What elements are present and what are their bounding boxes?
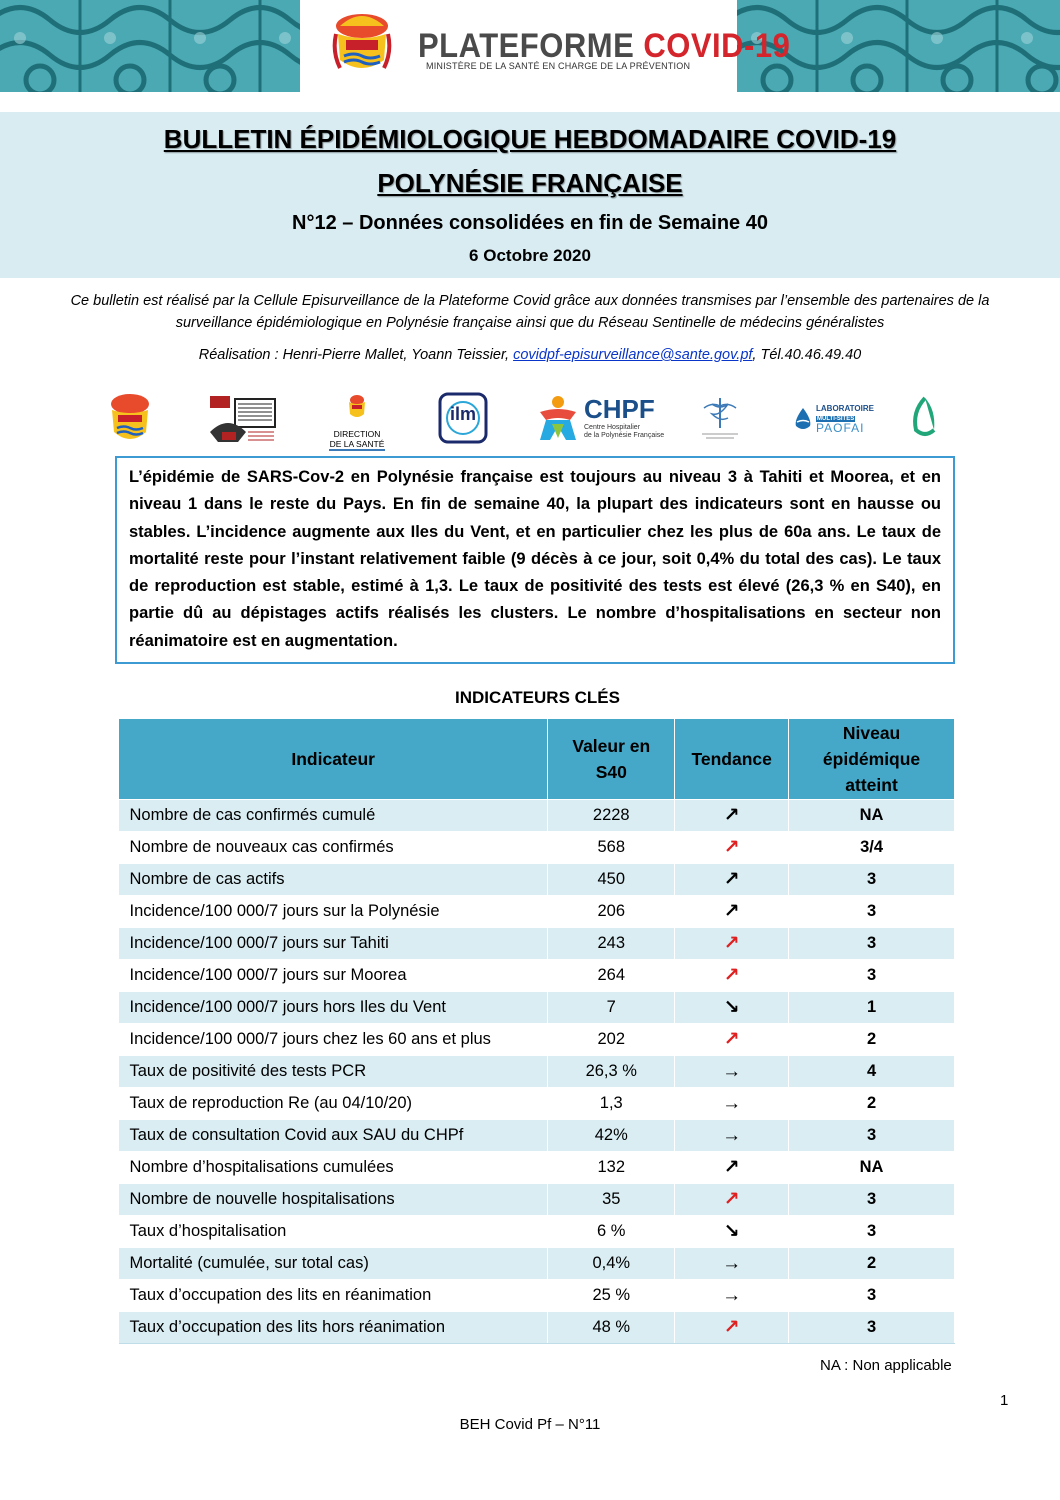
- trend-arrow-icon: ↗: [675, 928, 789, 960]
- credits-suffix: , Tél.40.46.49.40: [752, 347, 862, 363]
- trend-arrow-icon: ↗: [675, 1184, 789, 1216]
- table-row: [119, 864, 955, 896]
- indicator-value: 202: [548, 1024, 675, 1056]
- epidemic-level: 3/4: [789, 832, 955, 864]
- epidemic-level: 3: [789, 864, 955, 896]
- chpf-logo: [536, 392, 666, 448]
- credits: [40, 344, 1020, 366]
- chpf-sub2: de la Polynésie Française: [584, 432, 665, 439]
- indicator-name: Incidence/100 000/7 jours sur la Polynésie: [119, 896, 548, 928]
- credits-prefix: Réalisation : Henri-Pierre Mallet, Yoann Teissier,: [198, 347, 514, 363]
- header-level-line1: Niveau: [842, 723, 901, 743]
- trend-arrow-icon: ↘: [675, 992, 789, 1024]
- table-row: [119, 1088, 955, 1120]
- indicator-name: Incidence/100 000/7 jours sur Moorea: [119, 960, 548, 992]
- indicator-value: 7: [548, 992, 675, 1024]
- indicator-name: Mortalité (cumulée, sur total cas): [119, 1248, 548, 1280]
- brand-title: PLATEFORME COVID-19: [418, 26, 791, 65]
- intro-text: Ce bulletin est réalisé par la Cellule Episurveillance de la Plateforme Covid grâce aux données transmises par l’ensemble des partenaires de la surveillance épidémiologique en Polynésie française ainsi que du Réseau Sentinelle de médecins généralistes: [70, 293, 990, 331]
- epidemic-level: 2: [789, 1088, 955, 1120]
- labo-line2: MULTI-SITES: [817, 416, 855, 422]
- indicator-value: 25 %: [548, 1280, 675, 1312]
- indicator-name: Nombre de cas confirmés cumulé: [119, 800, 548, 832]
- key-indicators-title: INDICATEURS CLÉS: [455, 688, 620, 707]
- polynesia-coat-of-arms-icon: [330, 12, 394, 85]
- indicator-value: 0,4%: [548, 1248, 675, 1280]
- epidemic-level: 3: [789, 1184, 955, 1216]
- leaf-logo-icon: [908, 392, 942, 448]
- trend-arrow-icon: →: [675, 1280, 789, 1312]
- labo-line3: PAOFAI: [816, 421, 865, 435]
- epidemic-level: 3: [789, 1216, 955, 1248]
- indicator-value: 42%: [548, 1120, 675, 1152]
- trend-arrow-icon: ↘: [675, 1216, 789, 1248]
- laboratoire-drop-icon: [792, 406, 814, 432]
- indicator-value: 450: [548, 864, 675, 896]
- indicator-value: 264: [548, 960, 675, 992]
- header-level: [789, 719, 955, 800]
- table-row: [119, 832, 955, 864]
- indicator-name: Taux de reproduction Re (au 04/10/20): [119, 1088, 548, 1120]
- indicator-name: Taux de consultation Covid aux SAU du CHPf: [119, 1120, 548, 1152]
- bulletin-region: POLYNÉSIE FRANÇAISE: [377, 168, 683, 198]
- table-header-row: [119, 719, 955, 800]
- indicator-name: Incidence/100 000/7 jours sur Tahiti: [119, 928, 548, 960]
- medical-caduceus-logo-icon: [698, 392, 742, 448]
- ilm-logo: [438, 392, 488, 448]
- direction-sante-emblem-icon: [322, 392, 392, 422]
- indicator-value: 6 %: [548, 1216, 675, 1248]
- footnote: NA : Non applicable: [820, 1357, 952, 1374]
- table-row: [119, 896, 955, 928]
- indicator-value: 1,3: [548, 1088, 675, 1120]
- header-indicator: Indicateur: [119, 719, 548, 800]
- epidemic-level: 2: [789, 1248, 955, 1280]
- epidemic-level: 3: [789, 960, 955, 992]
- page-footer: BEH Covid Pf – N°11: [459, 1416, 601, 1433]
- summary-text: L’épidémie de SARS-Cov-2 en Polynésie française est toujours au niveau 3 à Tahiti et Moorea, et en niveau 1 dans le reste du Pays. En fin de semaine 40, la plupart des indicateurs sont en hausse ou stables. L’incidence augmente aux Iles du Vent, et en particulier chez les plus de 60a ans. Le taux de mortalité reste pour l’instant relativement faible (9 décès à ce jour, soit 0,4% du total des cas). Le taux de reproduction est stable, estimé à 1,3. Le taux de positivité des tests est élevé (26,3 % en S40), en partie dû au dépistages actifs réalisés les clusters. Le nombre d’hospitalisations en secteur non réanimatoire est en augmentation.: [129, 468, 941, 650]
- table-row: [119, 1312, 955, 1344]
- table-row: [119, 1280, 955, 1312]
- bulletin-date: 6 Octobre 2020: [469, 246, 591, 265]
- trend-arrow-icon: ↗: [675, 864, 789, 896]
- indicator-name: Taux de positivité des tests PCR: [119, 1056, 548, 1088]
- indicator-value: 243: [548, 928, 675, 960]
- epidemic-level: 1: [789, 992, 955, 1024]
- chpf-subtitle: [584, 424, 664, 440]
- chpf-sub1: Centre Hospitalier: [584, 424, 641, 431]
- table-row: [119, 1248, 955, 1280]
- polynesia-emblem-icon: [106, 392, 154, 448]
- table-row: [119, 992, 955, 1024]
- indicator-value: 132: [548, 1152, 675, 1184]
- indicator-value: 2228: [548, 800, 675, 832]
- header-value-line1: Valeur en: [572, 736, 651, 756]
- header-value-line2: S40: [595, 762, 627, 782]
- table-row: [119, 1120, 955, 1152]
- trend-arrow-icon: ↗: [675, 800, 789, 832]
- epidemic-level: 4: [789, 1056, 955, 1088]
- direction-sante-line1: DIRECTION: [333, 429, 381, 439]
- chpf-title: CHPF: [584, 394, 655, 424]
- page-number: 1: [1000, 1392, 1009, 1409]
- summary-box: [115, 456, 955, 664]
- brand-subtitle: MINISTÈRE DE LA SANTÉ EN CHARGE DE LA PRÉVENTION: [426, 61, 691, 71]
- trend-arrow-icon: →: [675, 1120, 789, 1152]
- indicator-value: 35: [548, 1184, 675, 1216]
- epidemic-level: 3: [789, 1120, 955, 1152]
- header-pattern-left: [0, 0, 300, 92]
- bulletin-title: BULLETIN ÉPIDÉMIOLOGIQUE HEBDOMADAIRE COVID-19: [163, 124, 897, 154]
- trend-arrow-icon: ↗: [675, 1024, 789, 1056]
- key-indicators-table: [118, 718, 955, 1344]
- laboratoire-paofai-logo: [792, 392, 872, 448]
- labo-line1: LABORATOIRE: [816, 404, 874, 413]
- laboratoire-text: [816, 404, 874, 434]
- email-link[interactable]: covidpf-episurveillance@sante.gov.pf: [513, 347, 753, 363]
- indicator-name: Taux d’hospitalisation: [119, 1216, 548, 1248]
- table-row: [119, 1152, 955, 1184]
- direction-sante-line2: DE LA SANTÉ: [329, 439, 385, 449]
- indicator-name: Nombre de nouvelle hospitalisations: [119, 1184, 548, 1216]
- table-row: [119, 928, 955, 960]
- indicator-name: Incidence/100 000/7 jours hors Iles du Vent: [119, 992, 548, 1024]
- indicator-name: Nombre d’hospitalisations cumulées: [119, 1152, 548, 1184]
- header-level-line2: épidémique: [822, 749, 921, 769]
- epidemic-level: 2: [789, 1024, 955, 1056]
- trend-arrow-icon: ↗: [675, 960, 789, 992]
- table-body: [119, 800, 955, 1344]
- table-row: [119, 800, 955, 832]
- header-level-line3: atteint: [845, 775, 898, 795]
- trend-arrow-icon: →: [675, 1088, 789, 1120]
- indicator-name: Incidence/100 000/7 jours chez les 60 ans et plus: [119, 1024, 548, 1056]
- trend-arrow-icon: ↗: [675, 832, 789, 864]
- direction-sante-logo: [322, 392, 392, 448]
- trend-arrow-icon: →: [675, 1248, 789, 1280]
- trend-arrow-icon: →: [675, 1056, 789, 1088]
- indicator-value: 26,3 %: [548, 1056, 675, 1088]
- table-row: [119, 1056, 955, 1088]
- indicator-name: Nombre de nouveaux cas confirmés: [119, 832, 548, 864]
- table-row: [119, 1216, 955, 1248]
- table-row: [119, 1184, 955, 1216]
- epidemic-level: NA: [789, 1152, 955, 1184]
- indicator-value: 206: [548, 896, 675, 928]
- platform-brand: [330, 8, 791, 86]
- epidemic-level: 3: [789, 1312, 955, 1344]
- arass-agency-logo-icon: [208, 392, 278, 448]
- header-value: [548, 719, 675, 800]
- table-row: [119, 1024, 955, 1056]
- indicator-name: Nombre de cas actifs: [119, 864, 548, 896]
- trend-arrow-icon: ↗: [675, 1152, 789, 1184]
- partner-logos: [100, 392, 960, 448]
- indicator-name: Taux d’occupation des lits en réanimation: [119, 1280, 548, 1312]
- trend-arrow-icon: ↗: [675, 896, 789, 928]
- epidemic-level: 3: [789, 1280, 955, 1312]
- trend-arrow-icon: ↗: [675, 1312, 789, 1344]
- epidemic-level: 3: [789, 896, 955, 928]
- chpf-figure-icon: [536, 394, 580, 444]
- table-row: [119, 960, 955, 992]
- epidemic-level: 3: [789, 928, 955, 960]
- indicator-name: Taux d’occupation des lits hors réanimation: [119, 1312, 548, 1344]
- indicator-value: 568: [548, 832, 675, 864]
- indicator-value: 48 %: [548, 1312, 675, 1344]
- header-trend: Tendance: [675, 719, 789, 800]
- epidemic-level: NA: [789, 800, 955, 832]
- ilm-text: ilm: [449, 404, 476, 424]
- bulletin-number: N°12 – Données consolidées en fin de Semaine 40: [292, 212, 768, 234]
